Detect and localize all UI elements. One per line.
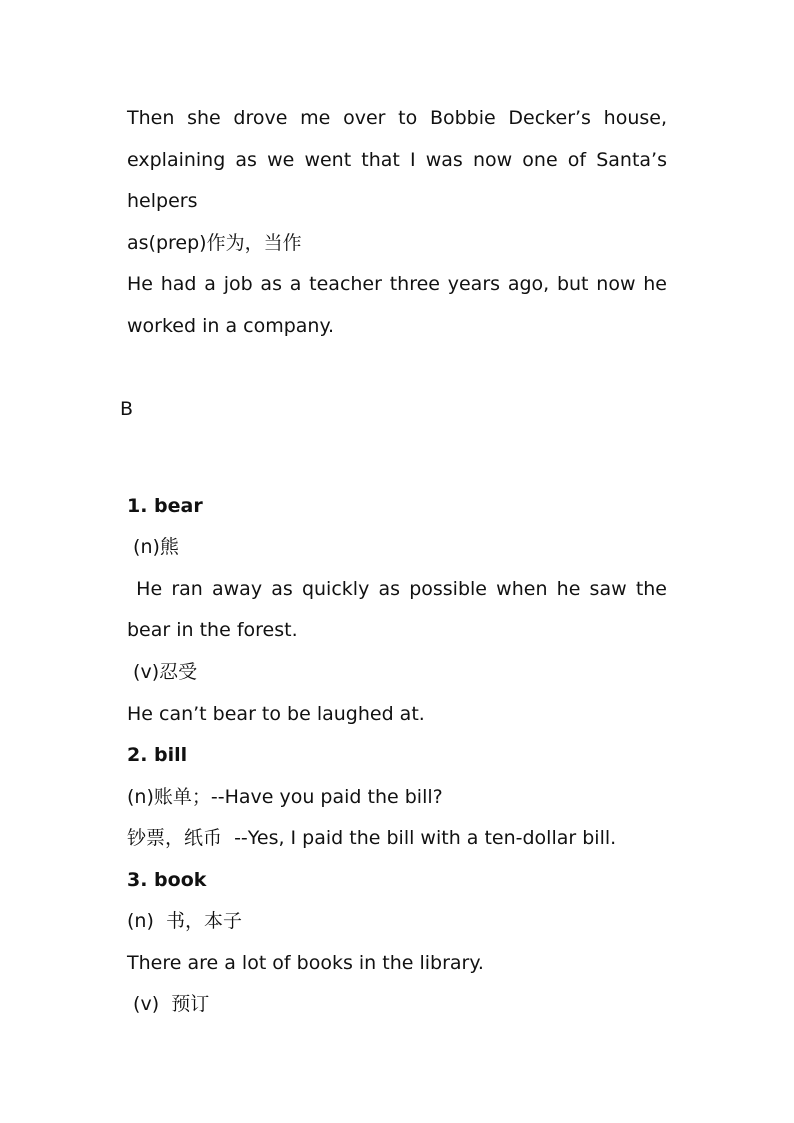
entry-line: (n) 书，本子: [127, 910, 242, 932]
entry-line: (n)账单；--Have you paid the bill?: [127, 786, 443, 808]
entry-line: There are a lot of books in the library.: [127, 952, 484, 974]
entry-line: (v) 预订: [127, 993, 210, 1015]
section-label: B: [120, 398, 134, 420]
entry-line: He ran away as quickly as possible when he saw the: [127, 578, 667, 600]
intro-line: explaining as we went that I was now one of Santa’s: [127, 149, 667, 171]
intro-line: He had a job as a teacher three years ago, but now he: [127, 273, 667, 295]
entry-line: 钞票，纸币 --Yes, I paid the bill with a ten-dollar bill.: [127, 827, 617, 849]
intro-line: worked in a company.: [127, 315, 335, 337]
entry-line: (v)忍受: [127, 661, 198, 683]
entry-heading: 2. bill: [127, 744, 188, 766]
intro-line: helpers: [127, 190, 198, 212]
entry-line: (n)熊: [127, 536, 179, 558]
entry-line: bear in the forest.: [127, 619, 298, 641]
entry-line: He can’t bear to be laughed at.: [127, 703, 425, 725]
intro-line: Then she drove me over to Bobbie Decker’s house,: [127, 107, 667, 129]
entry-heading: 3. book: [127, 869, 207, 891]
entry-heading: 1. bear: [127, 495, 203, 517]
intro-line: as(prep)作为，当作: [127, 232, 302, 254]
